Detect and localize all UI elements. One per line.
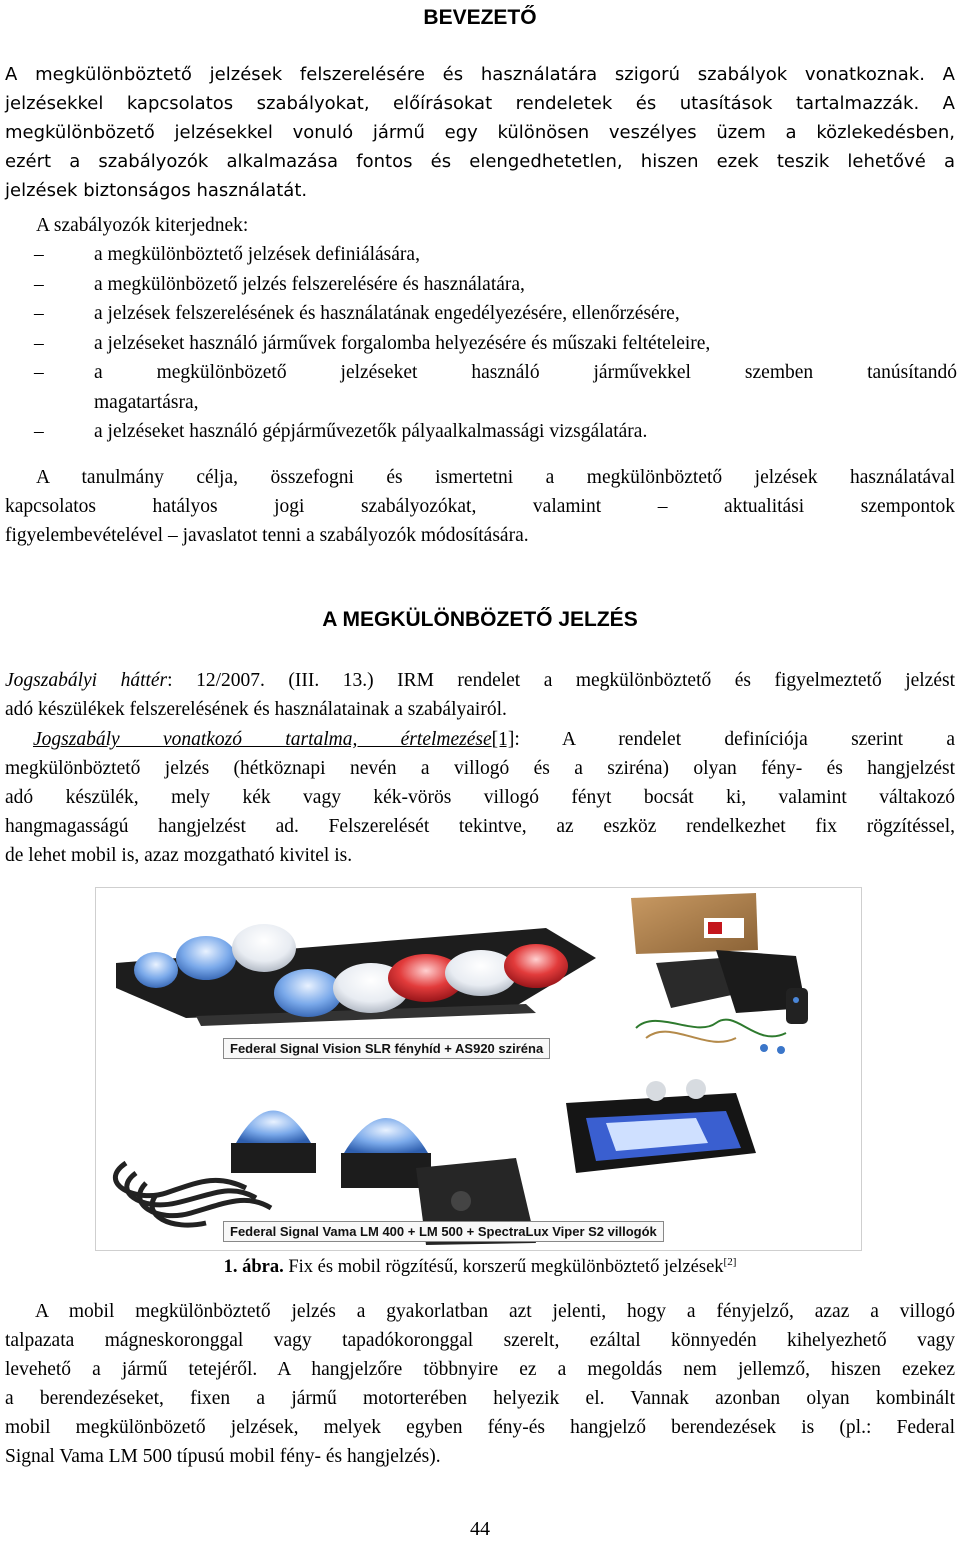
list-item: – a megkülönbözető jelzéseket használó járművekkel szemben tanúsítandó magatartásra, <box>34 362 957 413</box>
figure-caption-text: Fix és mobil rögzítésű, korszerű megkülönböztető jelzések <box>283 1257 724 1278</box>
legal-background-text: : 12/2007. (III. 13.) IRM rendelet a megkülönböztető és figyelmeztető jelzést <box>167 670 955 691</box>
intro-line: jelzésekkel kapcsolatos szabályokat, előírásokat rendeletek és utasítások tartalmazzák. A <box>5 93 955 114</box>
mobile-line: levehető a jármű tetejéről. A hangjelzőre többnyire ez a megoldás nem jellemző, hiszen ezekez <box>5 1359 955 1380</box>
citation-ref: [1] <box>491 729 515 750</box>
figure-panel-lightbar <box>96 888 861 1073</box>
figure-label-bottom: Federal Signal Vama LM 400 + LM 500 + SpectraLux Viper S2 villogók <box>223 1221 664 1242</box>
page-number: 44 <box>470 1518 490 1540</box>
beacon-lm500 <box>344 1118 428 1153</box>
section-heading-introduction: BEVEZETŐ <box>423 6 537 29</box>
legal-line: hangmagasságú hangjelzést ad. Felszerelését tekintve, az eszköz rendelkezhet fix rögzítéssel, <box>5 816 955 837</box>
list-item: – a megkülönböztető jelzések definiálására, <box>34 244 420 265</box>
mobile-line: A mobil megkülönböztető jelzés a gyakorlatban azt jelenti, hogy a fényjelző, azaz a villogó <box>35 1301 955 1322</box>
mobile-line: talpazata mágneskoronggal vagy tapadókoronggal szerelt, ezáltal könnyedén kihelyezhető vagy <box>5 1330 955 1351</box>
aim-line: A tanulmány célja, összefogni és ismertetni a megkülönböztető jelzések használatával <box>36 467 955 488</box>
legal-content-label: Jogszabály vonatkozó tartalma, értelmezése <box>33 729 492 750</box>
intro-line: A megkülönböztető jelzések felszerelésére és használatára szigorú szabályok vonatkoznak. A <box>5 64 955 85</box>
intro-line: jelzések biztonságos használatát. <box>5 180 308 201</box>
intro-line: ezért a szabályozók alkalmazása fontos és elengedhetetlen, hiszen ezek teszik lehetővé a <box>5 151 955 172</box>
legal-background-label: Jogszabályi háttér <box>5 670 168 691</box>
scope-lead: A szabályozók kiterjednek: <box>36 215 249 236</box>
list-item: – a jelzéseket használó gépjárművezetők pályaalkalmassági vizsgálatára. <box>34 421 648 442</box>
figure-caption-number: 1. ábra. <box>223 1257 284 1278</box>
figure-signal-devices <box>95 887 862 1251</box>
intro-paragraph <box>5 60 955 205</box>
figure-caption <box>0 1256 960 1278</box>
aim-paragraph <box>5 463 955 550</box>
figure-panel-beacons <box>96 1073 861 1250</box>
legal-line: adó készülék, mely kék vagy kék-vörös villogó fényt bocsát ki, valamint váltakozó <box>5 787 955 808</box>
legal-paragraph <box>5 666 955 724</box>
legal-line: megkülönböztető jelzés (hétköznapi nevén a villogó és a sziréna) olyan fény- és hangjelzést <box>5 758 955 779</box>
beacon-lm400 <box>236 1111 311 1144</box>
mobile-line: mobil megkülönbözető jelzések, melyek egyben fény-és hangjelző berendezések is (pl.: Federal <box>5 1417 955 1438</box>
intro-line: megkülönbözető jelzésekkel vonuló jármű egy különösen veszélyes üzem a közlekedésben, <box>5 122 955 143</box>
legal-line: de lehet mobil is, azaz mozgatható kivitel is. <box>5 845 353 866</box>
mobile-paragraph <box>5 1297 955 1471</box>
mobile-line: a berendezéseket, fixen a jármű motorterében helyezik el. Vannak azonban olyan kombinált <box>5 1388 955 1409</box>
list-item: – a megkülönbözető jelzés felszerelésére és használatára, <box>34 273 525 295</box>
legal-line: adó készülékek felszerelésének és használatainak a szabályairól. <box>5 699 507 720</box>
section-heading-distinctive-signal: A MEGKÜLÖNBÖZETŐ JELZÉS <box>322 608 638 631</box>
legal-content-paragraph <box>5 725 955 870</box>
scope-list <box>22 240 957 447</box>
aim-line: kapcsolatos hatályos jogi szabályozókat, valamint – aktualitási szempontok <box>5 496 955 517</box>
aim-line: figyelembevételével – javaslatot tenni a szabályozók módosítására. <box>5 525 529 546</box>
figure-caption-ref: [2] <box>723 1256 737 1268</box>
figure-label-top: Federal Signal Vision SLR fényhíd + AS920 sziréna <box>223 1038 550 1059</box>
list-item: – a jelzéseket használó járművek forgalomba helyezésére és műszaki feltételeire, <box>34 332 711 354</box>
list-item: – a jelzések felszerelésének és használatának engedélyezésére, ellenőrzésére, <box>34 303 680 324</box>
mobile-line: Signal Vama LM 500 típusú mobil fény- és hangjelzés). <box>5 1446 441 1467</box>
legal-content-text: : A rendelet definíciója szerint a <box>514 729 956 750</box>
